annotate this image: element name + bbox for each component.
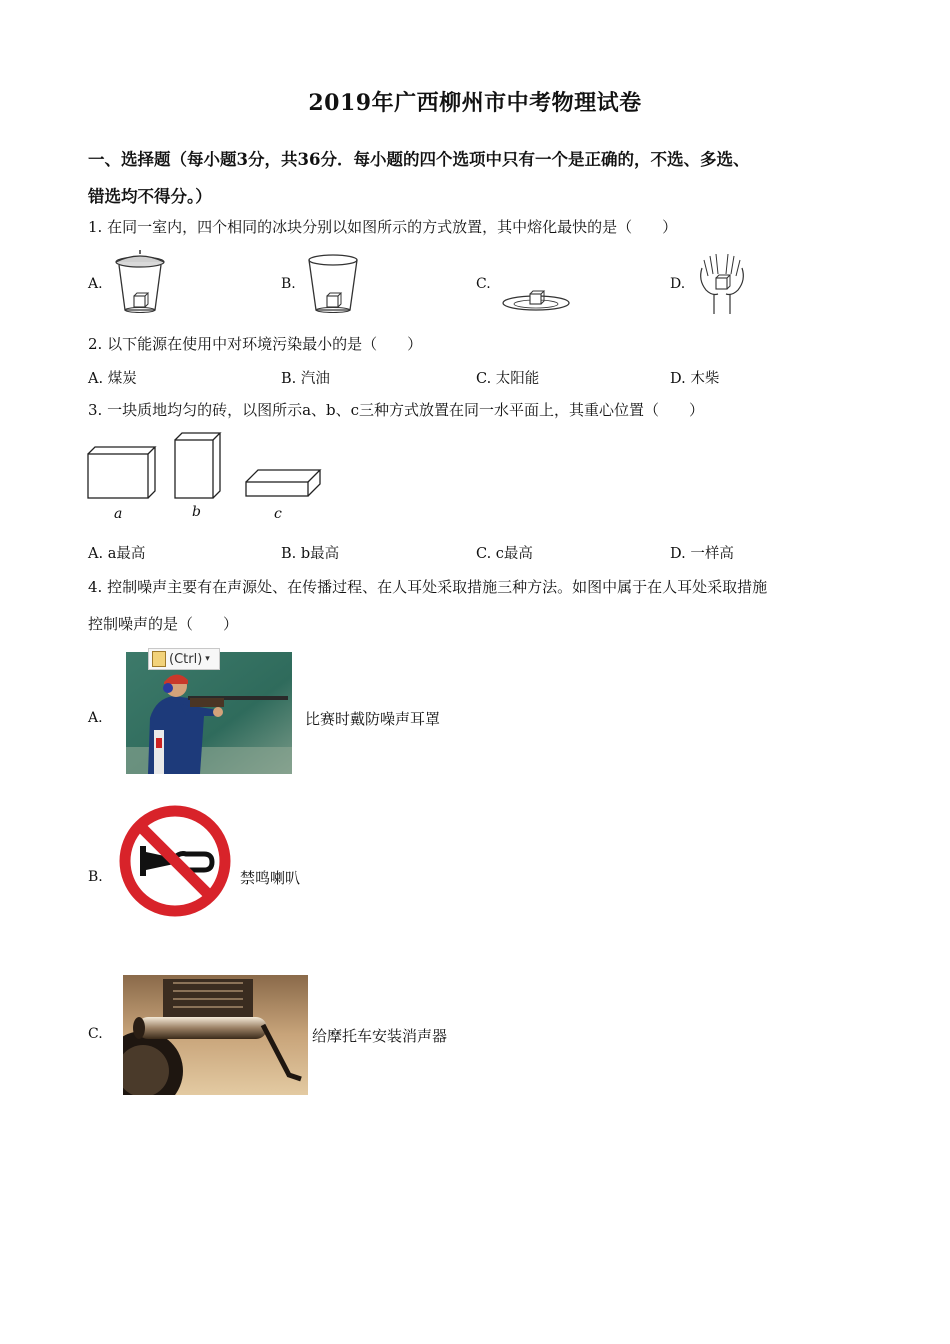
covered-cup-ice-figure <box>112 248 168 314</box>
shooter-earmuffs-photo <box>126 652 292 774</box>
plate-ice-figure <box>500 285 572 315</box>
question-4-text-line1: 4. 控制噪声主要有在声源处、在传播过程、在人耳处采取措施三种方法。如图中属于在人耳处采取措施 <box>88 578 768 596</box>
q2-option-c: C. 太阳能 <box>476 371 540 387</box>
chevron-down-icon: ▾ <box>205 654 210 664</box>
question-1-text: 1. 在同一室内，四个相同的冰块分别以如图所示的方式放置，其中熔化最快的是（ ） <box>88 218 678 236</box>
brick-label-a: a <box>114 506 123 522</box>
q2-option-a: A. 煤炭 <box>88 371 137 387</box>
q4-option-c-letter: C. <box>88 1026 103 1042</box>
q4-option-b-letter: B. <box>88 869 103 885</box>
section-heading-line2: 错选均不得分。） <box>88 187 212 206</box>
brick-label-c: c <box>274 506 282 522</box>
page-title: 2019年广西柳州市中考物理试卷 <box>308 90 642 116</box>
paste-options-popup[interactable] <box>148 648 220 670</box>
hands-holding-ice-figure <box>694 250 750 316</box>
q1-option-a-letter: A. <box>88 276 103 292</box>
clipboard-icon <box>152 651 166 667</box>
q3-option-b: B. b最高 <box>281 546 340 562</box>
open-cup-ice-figure <box>305 252 361 314</box>
q3-option-d: D. 一样高 <box>670 546 734 562</box>
q4-option-a-caption: 比赛时戴防噪声耳罩 <box>305 710 441 728</box>
brick-placements-figure <box>86 430 326 500</box>
q3-option-a: A. a最高 <box>88 546 146 562</box>
q1-option-c-letter: C. <box>476 276 491 292</box>
question-4-text-line2: 控制噪声的是（ ） <box>88 615 239 633</box>
q1-option-d-letter: D. <box>670 276 686 292</box>
q3-option-c: C. c最高 <box>476 546 533 562</box>
motorcycle-muffler-photo <box>123 975 308 1095</box>
question-2-text: 2. 以下能源在使用中对环境污染最小的是（ ） <box>88 335 423 353</box>
q4-option-a-letter: A. <box>88 710 103 726</box>
q4-option-b-caption: 禁鸣喇叭 <box>240 869 301 887</box>
question-3-text: 3. 一块质地均匀的砖，以图所示a、b、c三种方式放置在同一水平面上，其重心位置（ ） <box>88 401 705 419</box>
q2-option-d: D. 木柴 <box>670 371 720 387</box>
ctrl-label: (Ctrl) <box>169 651 203 667</box>
q2-option-b: B. 汽油 <box>281 371 330 387</box>
brick-label-b: b <box>192 504 201 520</box>
section-heading-line1: 一、选择题（每小题3分，共36分．每小题的四个选项中只有一个是正确的，不选、多选、 <box>88 150 750 169</box>
no-horn-sign-icon <box>116 804 234 918</box>
q4-option-c-caption: 给摩托车安装消声器 <box>312 1027 448 1045</box>
q1-option-b-letter: B. <box>281 276 296 292</box>
